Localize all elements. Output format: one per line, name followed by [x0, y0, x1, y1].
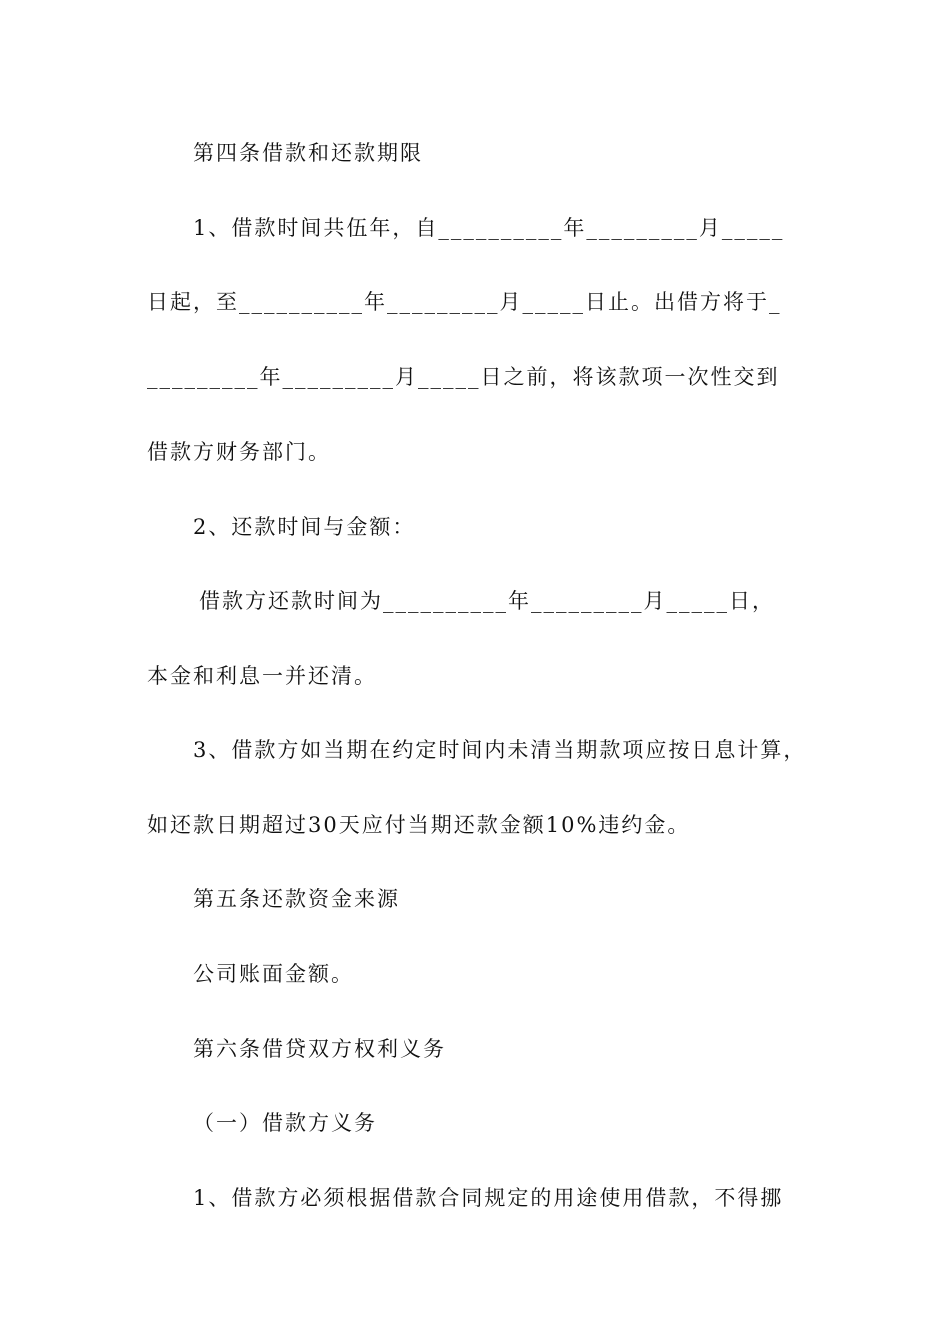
repayment-time-heading: 2、还款时间与金额：	[193, 515, 416, 539]
loan-period-clause-line: 借款方财务部门。	[147, 440, 331, 464]
repayment-time-line: 借款方还款时间为__________年_________月_____日，	[199, 589, 775, 613]
loan-period-clause-line: 1、借款时间共伍年，自__________年_________月_____	[193, 216, 785, 240]
borrower-obligations-heading: （一）借款方义务	[193, 1111, 377, 1135]
article-5-heading: 第五条还款资金来源	[193, 887, 400, 911]
article-4-heading: 第四条借款和还款期限	[193, 141, 423, 165]
penalty-clause-line: 如还款日期超过30天应付当期还款金额10%违约金。	[147, 813, 691, 837]
fund-source-line: 公司账面金额。	[193, 962, 354, 986]
obligation-clause-line: 1、借款方必须根据借款合同规定的用途使用借款，不得挪	[193, 1186, 784, 1210]
article-6-heading: 第六条借贷双方权利义务	[193, 1037, 446, 1061]
repayment-time-line: 本金和利息一并还清。	[147, 664, 377, 688]
loan-period-clause-line: _________年_________月_____日之前，将该款项一次性交到	[147, 365, 780, 389]
penalty-clause-line: 3、借款方如当期在约定时间内未清当期款项应按日息计算，	[193, 738, 807, 762]
loan-period-clause-line: 日起，至__________年_________月_____日止。出借方将于_	[147, 290, 782, 314]
